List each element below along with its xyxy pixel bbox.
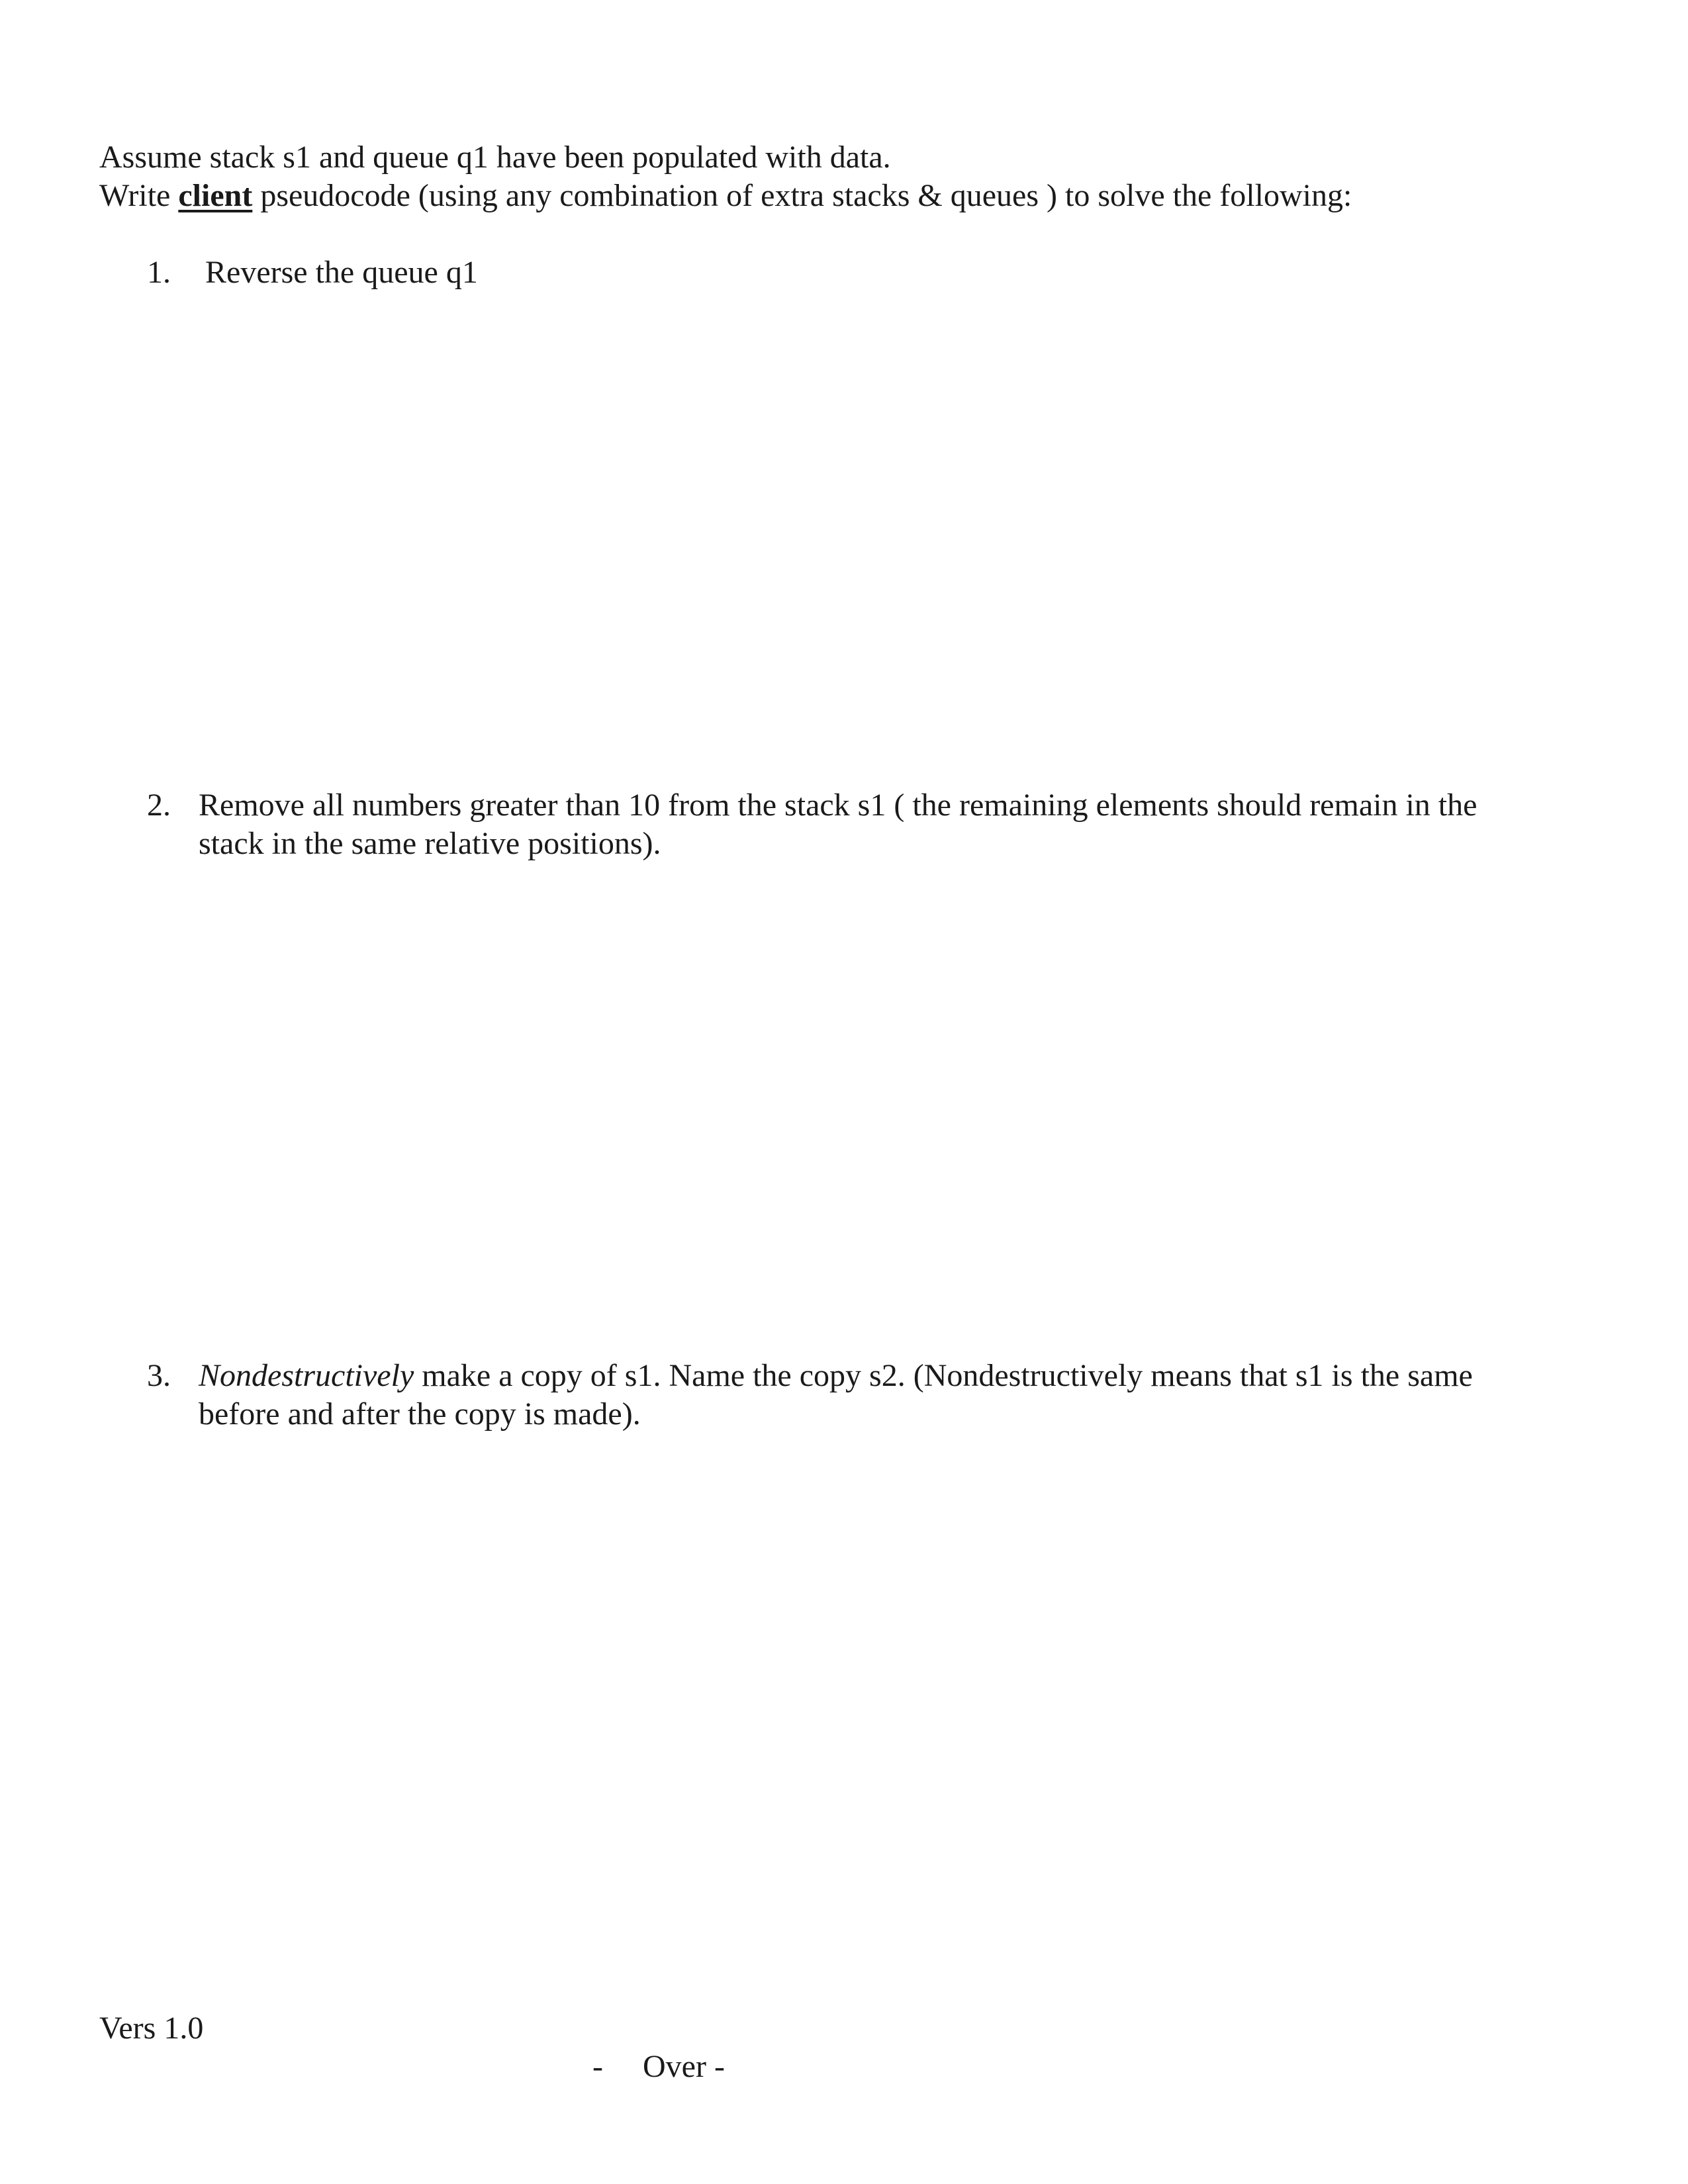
version-label: Vers 1.0 [99,2011,204,2046]
question-1-text: Reverse the queue q1 [205,255,478,290]
client-emphasis: client [178,178,253,213]
over-footer: - Over - [592,2049,725,2084]
question-3-number: 3. [147,1358,171,1393]
nondestructively-emphasis: Nondestructively [199,1358,414,1393]
question-3-line-2: before and after the copy is made). [199,1396,641,1432]
question-2-number: 2. [147,788,171,823]
intro-line-2 [99,177,1352,215]
intro-suffix: pseudocode (using any combination of extra stacks & queues ) to solve the following: [252,178,1352,213]
question-2-line-1: Remove all numbers greater than 10 from the stack s1 ( the remaining elements should remain in the [199,788,1477,823]
question-2-line-2: stack in the same relative positions). [199,826,661,861]
question-1-number: 1. [147,255,171,290]
question-3-line-1-rest: make a copy of s1. Name the copy s2. (Nondestructively means that s1 is the same [414,1358,1473,1393]
intro-line-1: Assume stack s1 and queue q1 have been populated with data. [99,140,891,175]
question-3-line-1 [199,1357,1473,1395]
intro-prefix: Write [99,178,179,213]
